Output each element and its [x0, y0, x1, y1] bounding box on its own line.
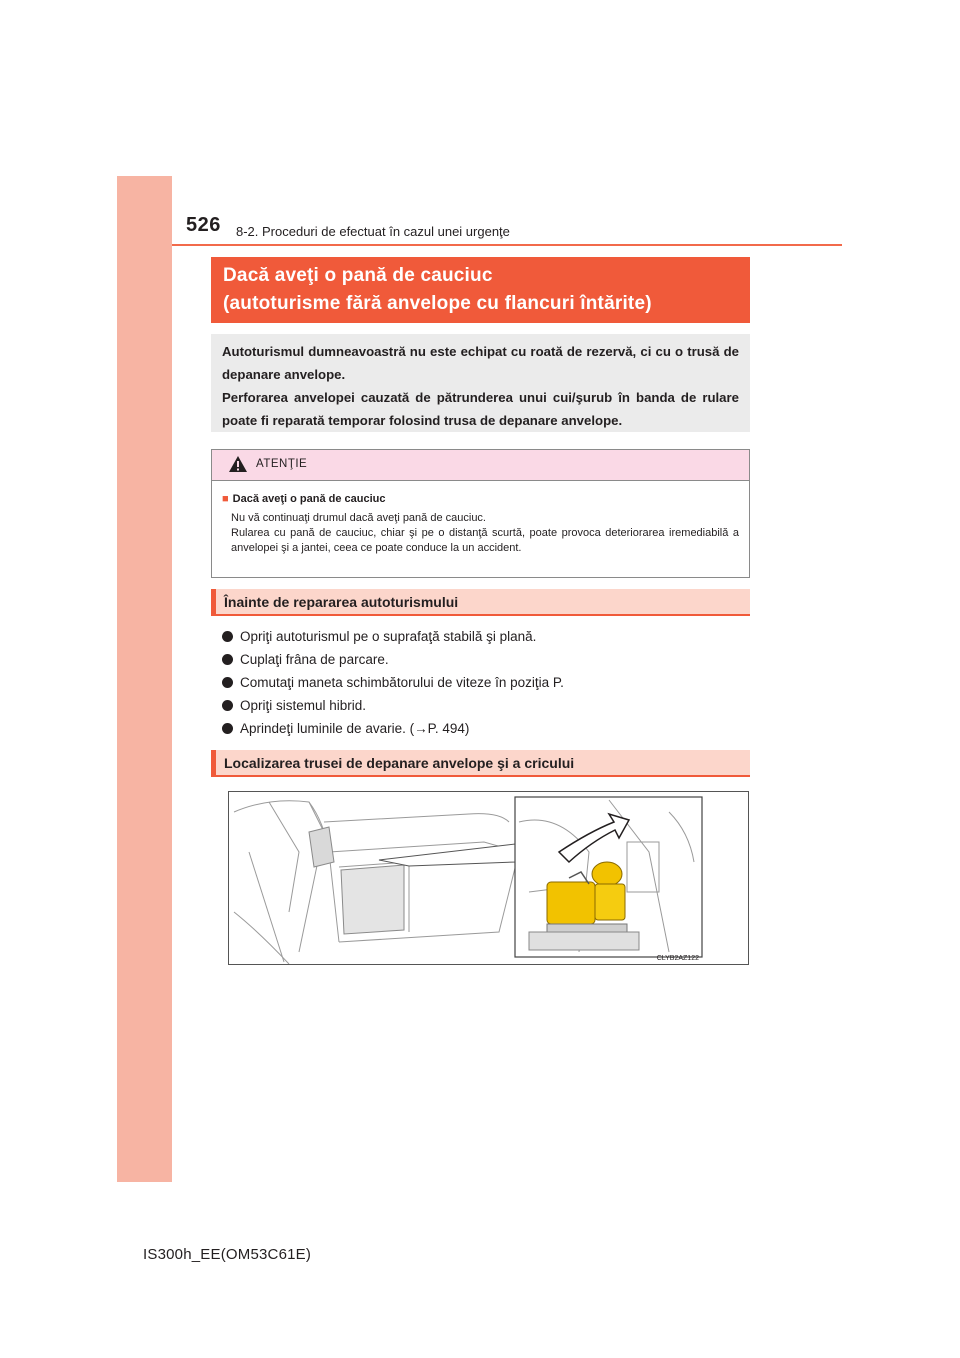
warning-text-2: Rularea cu pană de cauciuc, chiar şi pe o distanţă scurtă, poate provoca deteriorarea iremediabilă a anvelopei şi a jantei, ceea ce poate conduce la un accident.	[231, 527, 739, 554]
page-number: 526	[186, 214, 221, 236]
bullet-dot-icon	[222, 723, 233, 734]
section-header: 8-2. Proceduri de efectuat în cazul unei urgenţe	[236, 224, 510, 239]
list-item: Comutaţi maneta schimbătorului de viteze în poziţia P.	[222, 671, 564, 694]
page-title	[211, 257, 750, 323]
bullet-dot-icon	[222, 700, 233, 711]
warning-box	[211, 449, 750, 578]
warning-header	[212, 450, 749, 481]
section-heading-location: Localizarea trusei de depanare anvelope şi a cricului	[211, 750, 750, 777]
side-tab	[117, 176, 172, 1182]
list-item: Cuplaţi frâna de parcare.	[222, 648, 564, 671]
warning-label: ATENŢIE	[256, 458, 308, 470]
footer-code: IS300h_EE(OM53C61E)	[143, 1246, 312, 1263]
warning-triangle-icon	[228, 455, 248, 473]
section-heading-before-repair: Înainte de repararea autoturismului	[211, 589, 750, 616]
bullet-dot-icon	[222, 631, 233, 642]
trunk-illustration	[228, 791, 749, 965]
square-bullet-icon: ■	[222, 493, 229, 505]
warning-subheading: Dacă aveţi o pană de cauciuc	[232, 493, 386, 505]
list-item: Opriţi autoturismul pe o suprafaţă stabilă şi plană.	[222, 625, 564, 648]
figure-code: CLYB2AZ122	[656, 955, 699, 962]
trunk-drawing	[229, 792, 748, 964]
bullet-dot-icon	[222, 654, 233, 665]
intro-paragraph-1: Autoturismul dumneavoastră nu este echipat cu roată de rezervă, ci cu o trusă de depanare anvelope.	[222, 344, 739, 382]
page-title-line2: (autoturisme fără anvelope cu flancuri întărite)	[223, 293, 652, 314]
warning-body	[212, 481, 749, 556]
page-title-line1: Dacă aveţi o pană de cauciuc	[223, 265, 493, 286]
list-item: Aprindeţi luminile de avarie. (→P. 494)	[222, 717, 564, 740]
checklist	[222, 625, 564, 740]
intro-paragraph-2: Perforarea anvelopei cauzată de pătrunderea unui cui/şurub în banda de rulare poate fi reparată temporar folosind trusa de depanare anvelope.	[222, 390, 739, 428]
bullet-dot-icon	[222, 677, 233, 688]
header-rule	[172, 244, 842, 246]
warning-text-1: Nu vă continuaţi drumul dacă aveţi pană de cauciuc.	[231, 512, 486, 524]
intro-box	[211, 334, 750, 432]
list-item: Opriţi sistemul hibrid.	[222, 694, 564, 717]
